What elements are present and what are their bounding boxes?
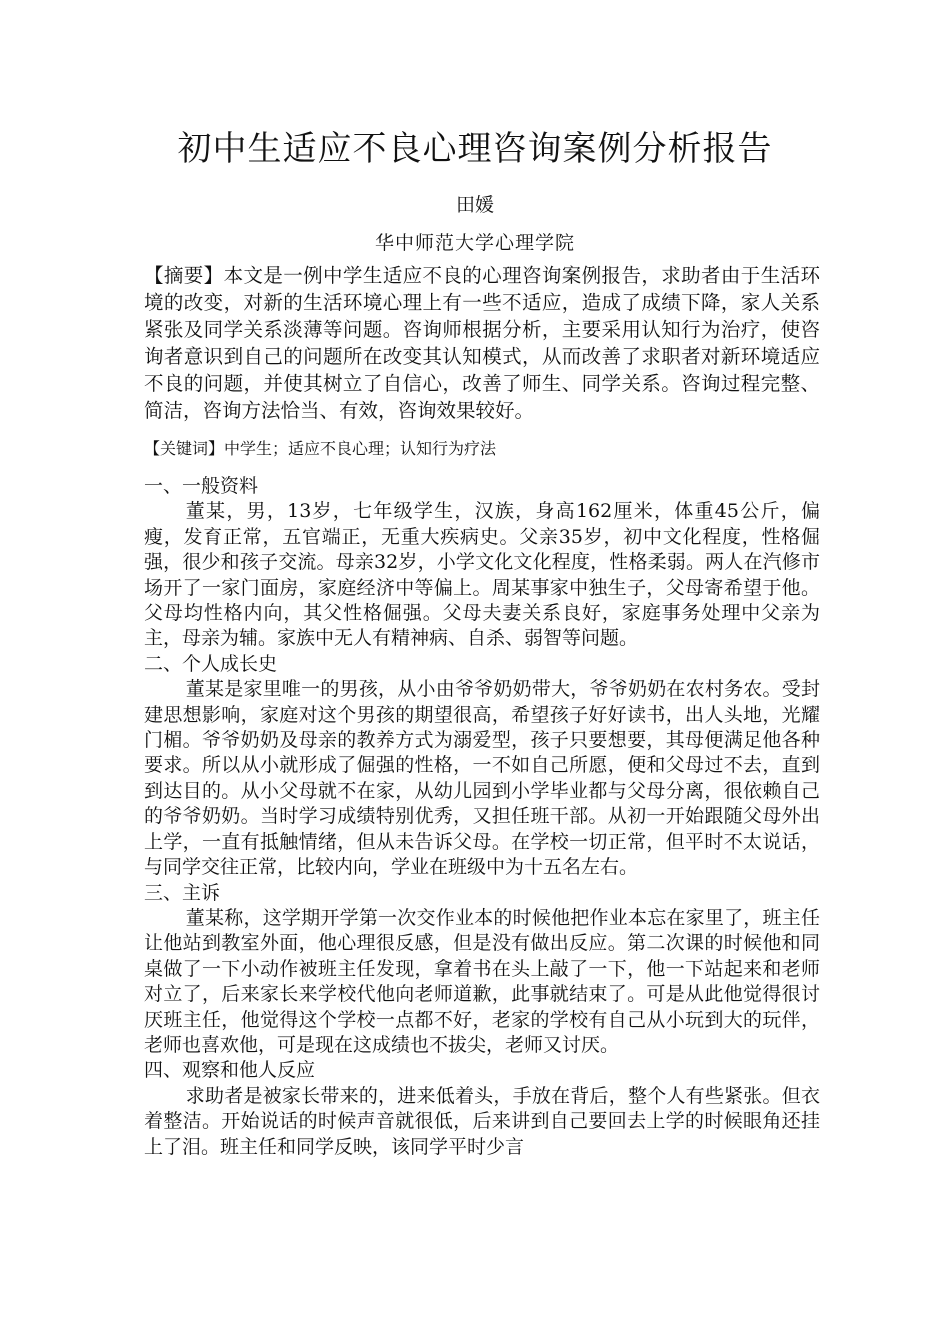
- section-heading: 一、一般资料: [144, 475, 259, 497]
- section-paragraph: 董某，男，13岁，七年级学生，汉族，身高162厘米，体重45公斤，偏瘦，发育正常，五官端正，无重大疾病史。父亲35岁，初中文化程度，性格倔强，很少和孩子交流。母亲32岁，小学文化文化程度，性格柔弱。两人在汽修市场开了一家门面房，家庭经济中等偏上。周某事家中独生子，父母寄希望于他。父母均性格内向，其父性格倔强。父母夫妻关系良好，家庭事务处理中父亲为主，母亲为辅。家族中无人有精神病、自杀、弱智等问题。: [144, 500, 820, 650]
- section-heading: 四、观察和他人反应: [144, 1059, 316, 1082]
- section-paragraph: 董某是家里唯一的男孩，从小由爷爷奶奶带大，爷爷奶奶在农村务农。受封建思想影响，家庭对这个男孩的期望很高，希望孩子好好读书，出人头地，光耀门楣。爷爷奶奶及母亲的教养方式为溺爱型，孩子只要想要，其母便满足他各种要求。所以从小就形成了倔强的性格，一不如自己所愿，便和父母过不去，直到到达目的。从小父母就不在家，从幼儿园到小学毕业都与父母分离，很依赖自己的爷爷奶奶。当时学习成绩特别优秀，又担任班干部。从初一开始跟随父母外出上学，一直有抵触情绪，但从未告诉父母。在学校一切正常，但平时不太说话，与同学交往正常，比较内向，学业在班级中为十五名左右。: [144, 678, 820, 879]
- section-paragraph: 董某称，这学期开学第一次交作业本的时候他把作业本忘在家里了，班主任让他站到教室外面，他心理很反感，但是没有做出反应。第二次课的时候他和同桌做了一下小动作被班主任发现，拿着书在头上敲了一下，他一下站起来和老师对立了，后来家长来学校代他向老师道歉，此事就结束了。可是从此他觉得很讨厌班主任，他觉得这个学校一点都不好，老家的学校有自己从小玩到大的玩伴，老师也喜欢他，可是现在这成绩也不拔尖，老师又讨厌。: [144, 906, 820, 1056]
- keywords: 【关键词】中学生；适应不良心理；认知行为疗法: [144, 439, 497, 458]
- document-title: 初中生适应不良心理咨询案例分析报告: [177, 129, 773, 169]
- author-name: 田媛: [455, 194, 494, 216]
- section-heading: 二、个人成长史: [144, 652, 278, 675]
- section-heading: 三、主诉: [144, 881, 221, 904]
- abstract: 【摘要】本文是一例中学生适应不良的心理咨询案例报告，求助者由于生活环境的改变，对新的生活环境心理上有一些不适应，造成了成绩下降，家人关系紧张及同学关系淡薄等问题。咨询师根据分析，主要采用认知行为治疗，使咨询者意识到自己的问题所在改变其认知模式，从而改善了求职者对新环境适应不良的问题，并使其树立了自信心，改善了师生、同学关系。咨询过程完整、简洁，咨询方法恰当、有效，咨询效果较好。: [144, 264, 820, 422]
- author-affiliation: 华中师范大学心理学院: [374, 232, 575, 254]
- section-paragraph: 求助者是被家长带来的，进来低着头，手放在背后，整个人有些紧张。但衣着整洁。开始说话的时候声音就很低，后来讲到自己要回去上学的时候眼角还挂上了泪。班主任和同学反映，该同学平时少言: [144, 1084, 820, 1158]
- document-body: [144, 474, 820, 1160]
